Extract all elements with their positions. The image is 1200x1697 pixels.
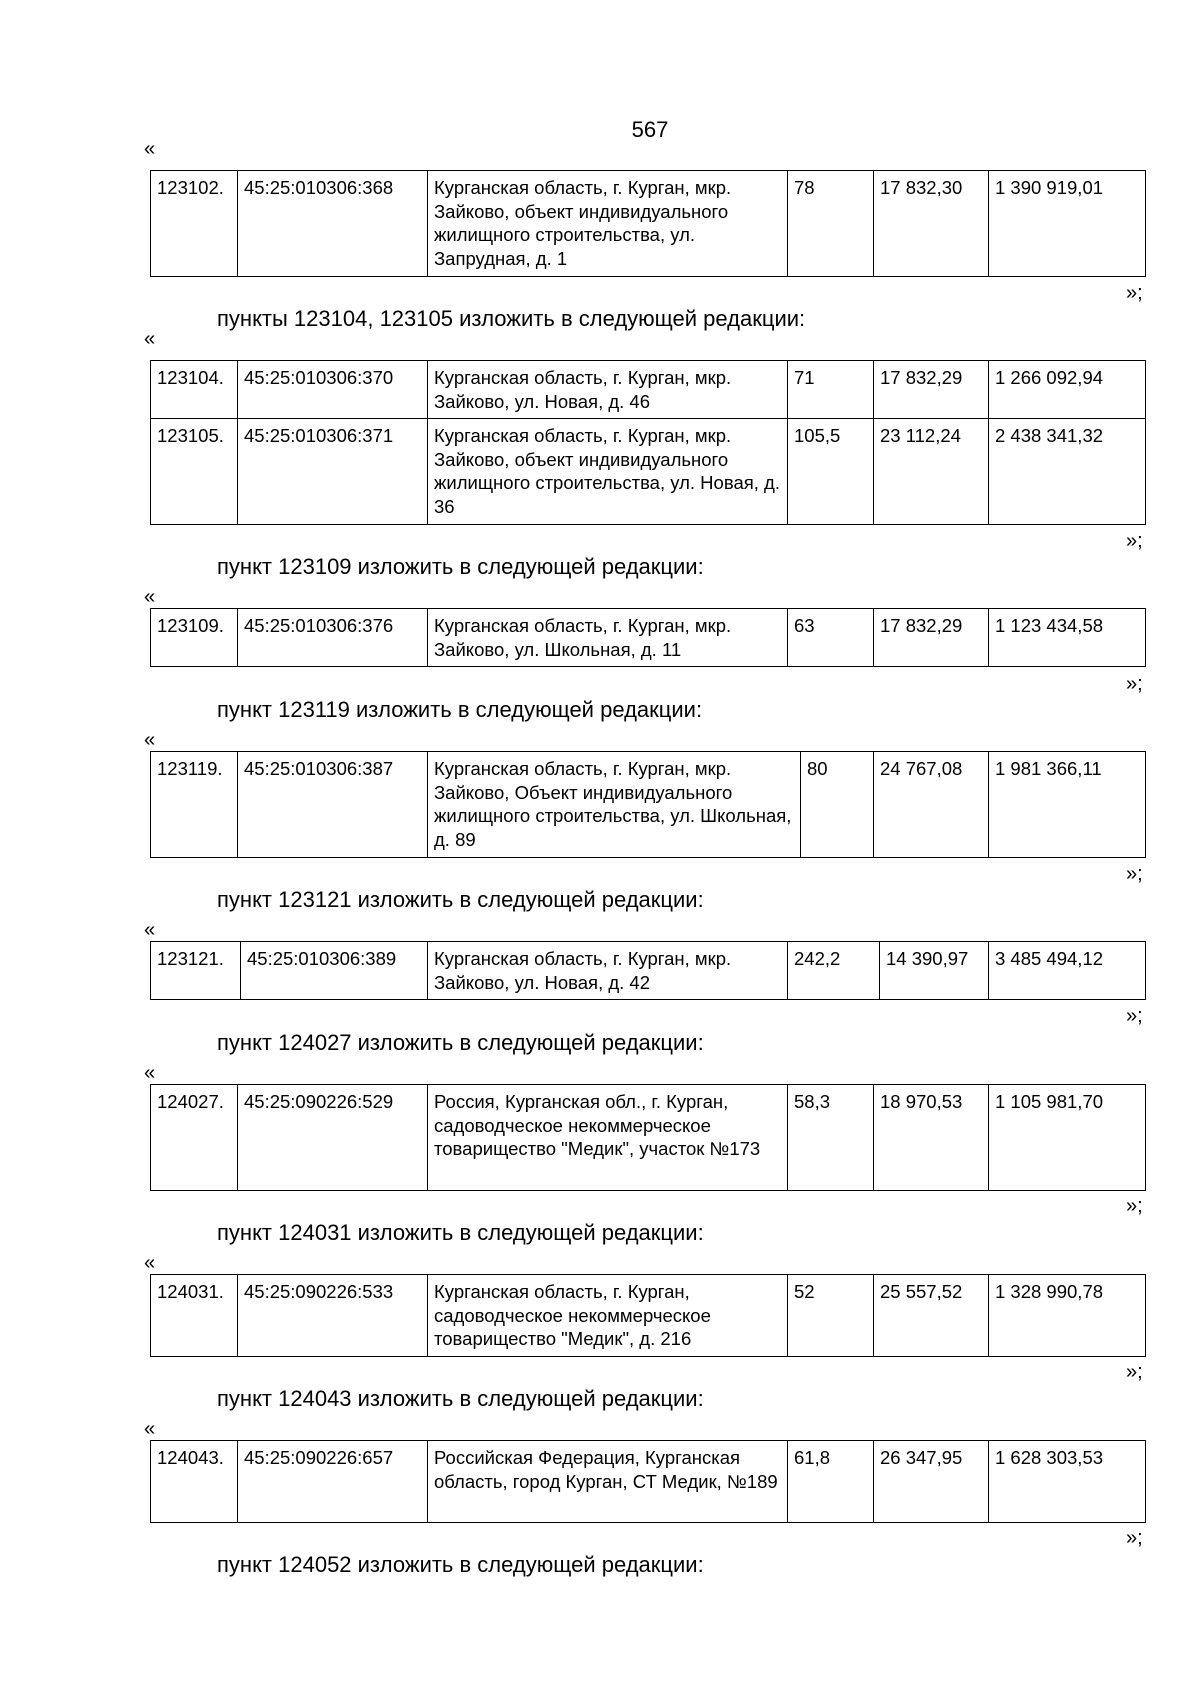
area-cell: 242,2: [788, 942, 880, 1000]
cadastral-number-cell: 45:25:010306:371: [238, 419, 428, 525]
instruction-text: пункт 123121 изложить в следующей редакции:: [217, 887, 704, 912]
table-row: [151, 361, 1146, 419]
cadastral-number-cell: 45:25:010306:389: [241, 942, 428, 1000]
item-number-cell: 123119.: [151, 752, 238, 858]
instruction-text: пункт 123109 изложить в следующей редакции:: [217, 554, 704, 579]
item-number-cell: 123104.: [151, 361, 238, 419]
closing-quote: »;: [1126, 282, 1143, 304]
table-row: [151, 609, 1146, 667]
record-table: [150, 1440, 1146, 1523]
cadastral-number-cell: 45:25:010306:387: [238, 752, 428, 858]
price-cell: 23 112,24: [874, 419, 989, 525]
area-cell: 52: [788, 1275, 874, 1357]
area-cell: 71: [788, 361, 874, 419]
opening-quote: «: [144, 1252, 156, 1274]
opening-quote: «: [144, 919, 156, 941]
closing-quote: »;: [1126, 1195, 1143, 1217]
total-cell: 1 105 981,70: [989, 1085, 1146, 1191]
total-cell: 3 485 494,12: [989, 942, 1146, 1000]
opening-quote: «: [144, 138, 156, 160]
address-cell: Курганская область, г. Курган, мкр. Зайково, ул. Новая, д. 42: [428, 942, 788, 1000]
table-row: [151, 1275, 1146, 1357]
table-row: [151, 419, 1146, 525]
opening-quote: «: [144, 1418, 156, 1440]
record-table: [150, 1084, 1146, 1191]
total-cell: 1 328 990,78: [989, 1275, 1146, 1357]
cadastral-number-cell: 45:25:090226:657: [238, 1441, 428, 1523]
instruction-text: пункт 124052 изложить в следующей редакции:: [217, 1552, 704, 1577]
price-cell: 24 767,08: [874, 752, 989, 858]
address-cell: Курганская область, г. Курган, мкр. Зайково, объект индивидуального жилищного строительства, ул. Запрудная, д. 1: [428, 171, 788, 277]
item-number-cell: 123121.: [151, 942, 241, 1000]
page-number: 567: [631, 117, 669, 142]
price-cell: 17 832,30: [874, 171, 989, 277]
record-table: [150, 941, 1146, 1000]
instruction-text: пункт 124043 изложить в следующей редакции:: [217, 1386, 704, 1411]
item-number-cell: 124031.: [151, 1275, 238, 1357]
address-cell: Российская Федерация, Курганская область, город Курган, СТ Медик, №189: [428, 1441, 788, 1523]
area-cell: 61,8: [788, 1441, 874, 1523]
table-row: [151, 752, 1146, 858]
table-row: [151, 942, 1146, 1000]
price-cell: 25 557,52: [874, 1275, 989, 1357]
item-number-cell: 124027.: [151, 1085, 238, 1191]
item-number-cell: 123102.: [151, 171, 238, 277]
record-table: [150, 608, 1146, 667]
closing-quote: »;: [1126, 530, 1143, 552]
item-number-cell: 124043.: [151, 1441, 238, 1523]
closing-quote: »;: [1126, 1005, 1143, 1027]
address-cell: Курганская область, г. Курган, мкр. Зайково, ул. Школьная, д. 11: [428, 609, 788, 667]
address-cell: Курганская область, г. Курган, мкр. Зайково, объект индивидуального жилищного строительства, ул. Новая, д. 36: [428, 419, 788, 525]
table-row: [151, 1441, 1146, 1523]
cadastral-number-cell: 45:25:010306:376: [238, 609, 428, 667]
instruction-text: пункт 124031 изложить в следующей редакции:: [217, 1220, 704, 1245]
area-cell: 105,5: [788, 419, 874, 525]
table-row: [151, 171, 1146, 277]
total-cell: 1 390 919,01: [989, 171, 1146, 277]
item-number-cell: 123105.: [151, 419, 238, 525]
instruction-text: пункт 123119 изложить в следующей редакции:: [217, 697, 703, 722]
price-cell: 17 832,29: [874, 361, 989, 419]
total-cell: 2 438 341,32: [989, 419, 1146, 525]
area-cell: 80: [801, 752, 874, 858]
item-number-cell: 123109.: [151, 609, 238, 667]
total-cell: 1 266 092,94: [989, 361, 1146, 419]
price-cell: 18 970,53: [874, 1085, 989, 1191]
cadastral-number-cell: 45:25:090226:533: [238, 1275, 428, 1357]
closing-quote: »;: [1126, 1527, 1143, 1549]
opening-quote: «: [144, 328, 156, 350]
cadastral-number-cell: 45:25:010306:368: [238, 171, 428, 277]
table-row: [151, 1085, 1146, 1191]
price-cell: 14 390,97: [880, 942, 989, 1000]
record-table: [150, 1274, 1146, 1357]
address-cell: Курганская область, г. Курган, мкр. Зайково, ул. Новая, д. 46: [428, 361, 788, 419]
record-table: [150, 360, 1146, 525]
area-cell: 63: [788, 609, 874, 667]
instruction-text: пункт 124027 изложить в следующей редакции:: [217, 1030, 704, 1055]
address-cell: Курганская область, г. Курган, мкр. Зайково, Объект индивидуального жилищного строительства, ул. Школьная, д. 89: [428, 752, 801, 858]
cadastral-number-cell: 45:25:010306:370: [238, 361, 428, 419]
total-cell: 1 981 366,11: [989, 752, 1146, 858]
record-table: [150, 170, 1146, 277]
area-cell: 58,3: [788, 1085, 874, 1191]
closing-quote: »;: [1126, 1361, 1143, 1383]
closing-quote: »;: [1126, 673, 1143, 695]
closing-quote: »;: [1126, 863, 1143, 885]
opening-quote: «: [144, 586, 156, 608]
record-table: [150, 751, 1146, 858]
cadastral-number-cell: 45:25:090226:529: [238, 1085, 428, 1191]
price-cell: 17 832,29: [874, 609, 989, 667]
total-cell: 1 628 303,53: [989, 1441, 1146, 1523]
instruction-text: пункты 123104, 123105 изложить в следующей редакции:: [217, 306, 806, 331]
address-cell: Россия, Курганская обл., г. Курган, садоводческое некоммерческое товарищество "Медик", участок №173: [428, 1085, 788, 1191]
price-cell: 26 347,95: [874, 1441, 989, 1523]
total-cell: 1 123 434,58: [989, 609, 1146, 667]
area-cell: 78: [788, 171, 874, 277]
opening-quote: «: [144, 1062, 156, 1084]
opening-quote: «: [144, 729, 156, 751]
address-cell: Курганская область, г. Курган, садоводческое некоммерческое товарищество "Медик", д. 216: [428, 1275, 788, 1357]
